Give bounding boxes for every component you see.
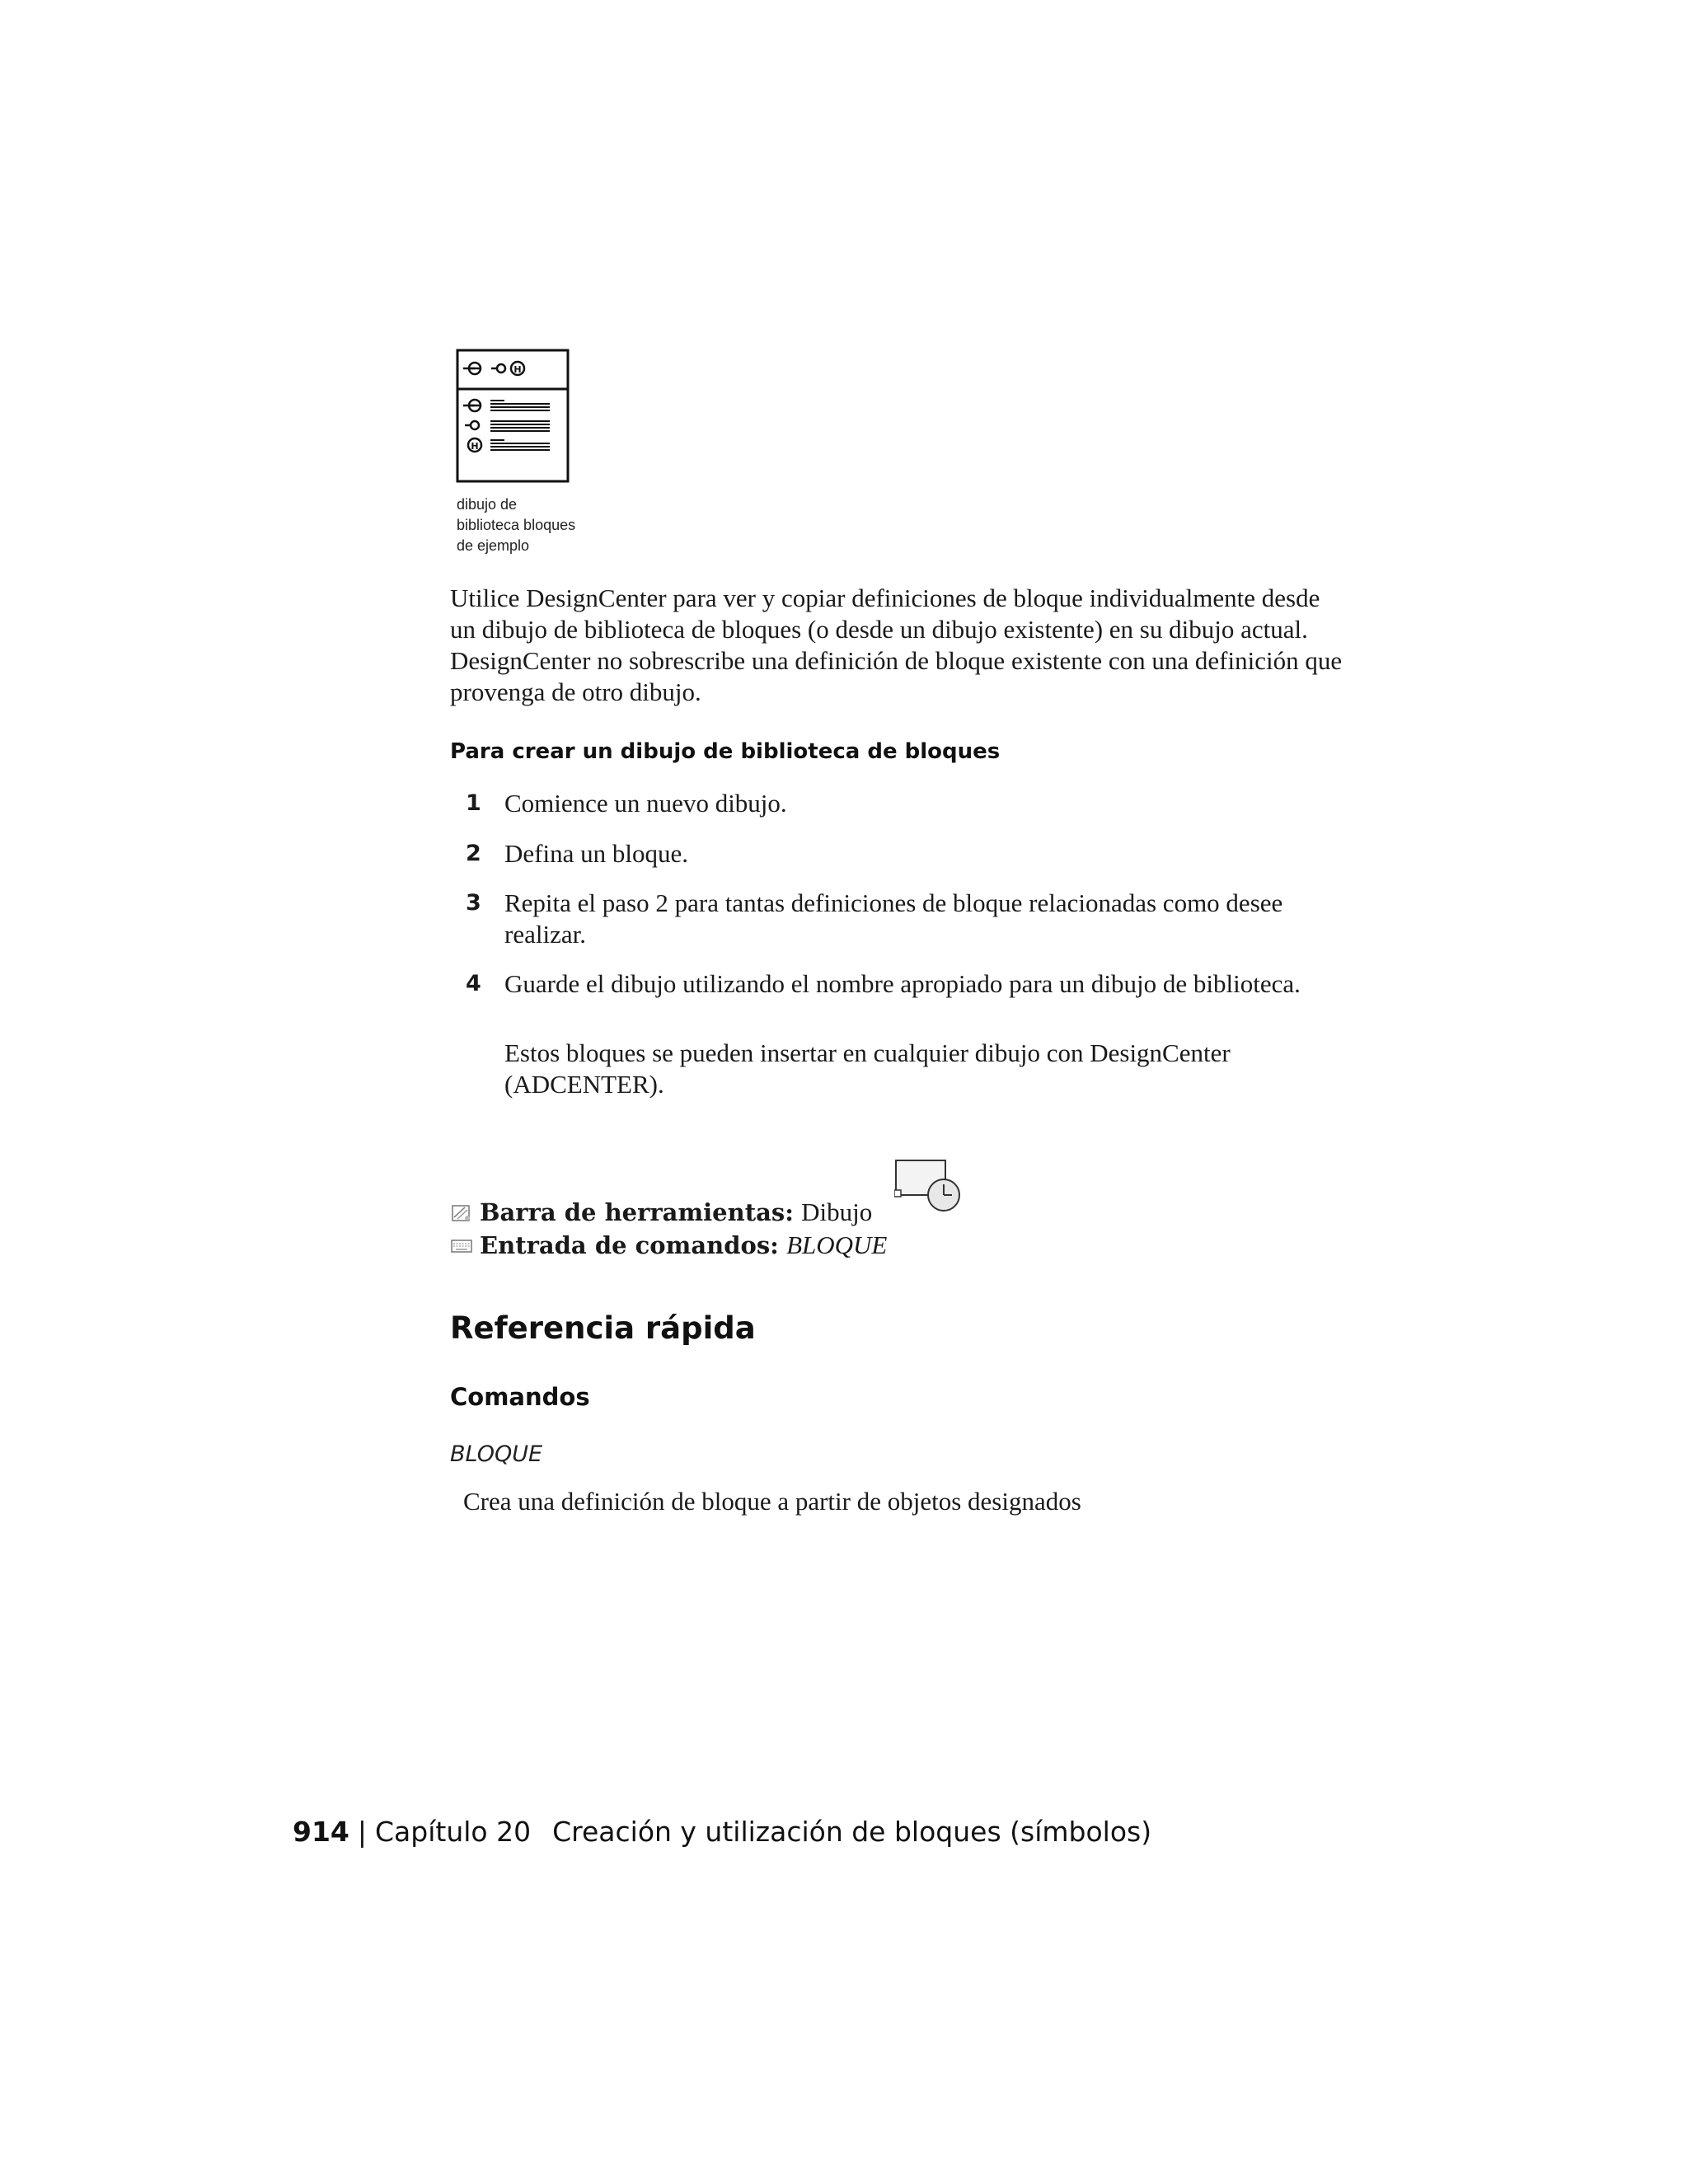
page-number: 914	[293, 1816, 349, 1848]
block-library-figure	[455, 348, 570, 484]
page-footer	[293, 1816, 1151, 1848]
step-note: Estos bloques se pueden insertar en cualquier dibujo con DesignCenter (ADCENTER).	[504, 1038, 1231, 1099]
toolbar-label: Barra de herramientas:	[480, 1198, 794, 1226]
figure-caption-line: de ejemplo	[457, 537, 530, 554]
procedure-heading: Para crear un dibujo de biblioteca de bloques	[450, 739, 1001, 764]
figure-caption-line: dibujo de	[457, 496, 518, 513]
step-text: Guarde el dibujo utilizando el nombre apropiado para un dibujo de biblioteca.	[504, 969, 1301, 998]
footer-separator: |	[357, 1816, 368, 1848]
command-value: BLOQUE	[786, 1230, 888, 1259]
step-number: 2	[466, 841, 481, 866]
figure-caption-line: biblioteca bloques	[457, 517, 576, 533]
step-text: Comience un nuevo dibujo.	[504, 789, 787, 818]
svg-text:H: H	[513, 364, 522, 375]
figure-caption	[457, 494, 671, 556]
keyboard-icon	[450, 1235, 473, 1257]
chapter-label: Capítulo 20	[375, 1816, 532, 1848]
chapter-title: Creación y utilización de bloques (símbolos)	[552, 1816, 1152, 1848]
svg-text:H: H	[471, 441, 479, 452]
step-text: Defina un bloque.	[504, 839, 688, 868]
make-block-icon	[894, 1159, 964, 1212]
command-description: Crea una definición de bloque a partir de objetos designados	[463, 1487, 1081, 1516]
toolbar-value: Dibujo	[801, 1197, 873, 1226]
step-text: Repita el paso 2 para tantas definiciones de bloque relacionadas como desee realizar.	[504, 888, 1283, 949]
intro-paragraph: Utilice DesignCenter para ver y copiar definiciones de bloque individualmente desde un dibujo de biblioteca de bloques (o desde un dibujo existente) en su dibujo actual. DesignCenter no sobrescribe una definición de bloque existente con una definición que provenga de otro dibujo.	[450, 583, 1343, 706]
command-name-link[interactable]: BLOQUE	[450, 1441, 543, 1467]
commands-heading: Comandos	[450, 1383, 590, 1411]
step-number: 1	[466, 790, 481, 816]
command-label: Entrada de comandos:	[480, 1231, 779, 1259]
quick-reference-heading: Referencia rápida	[450, 1310, 756, 1346]
step-number: 4	[466, 971, 481, 996]
toolbar-access-line	[450, 1197, 872, 1228]
toolbar-icon	[450, 1202, 473, 1224]
step-number: 3	[466, 890, 481, 916]
command-access-line	[450, 1230, 887, 1261]
